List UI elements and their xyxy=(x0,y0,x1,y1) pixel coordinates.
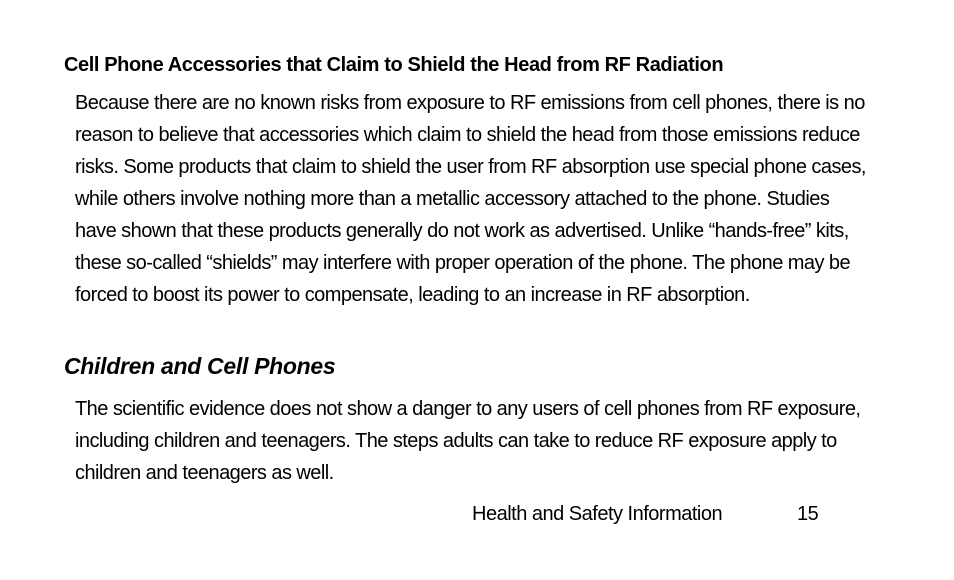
section-heading-rf-shield-accessories: Cell Phone Accessories that Claim to Shield the Head from RF Radiation xyxy=(64,54,724,76)
footer-title: Health and Safety Information xyxy=(472,503,723,525)
section-paragraph-rf-shield-accessories: Because there are no known risks from exposure to RF emissions from cell phones, there is no reason to believe that accessories which claim to shield the head from those emissions reduce risks. Some products that claim to shield the user from RF absorption use special phone cases, while others involve nothing more than a metallic accessory attached to the phone. Studies have shown that these products generally do not work as advertised. Unlike “hands-free” kits, these so-called “shields” may interfere with proper operation of the phone. The phone may be forced to boost its power to compensate, leading to an increase in RF absorption. xyxy=(75,92,866,306)
section-paragraph-children-cell-phones: The scientific evidence does not show a danger to any users of cell phones from RF exposure, including children and teenagers. The steps adults can take to reduce RF exposure apply to children and teenagers as well. xyxy=(75,398,861,484)
page-number: 15 xyxy=(797,503,819,525)
page-footer xyxy=(472,500,832,528)
section-heading-children-cell-phones: Children and Cell Phones xyxy=(64,353,336,379)
